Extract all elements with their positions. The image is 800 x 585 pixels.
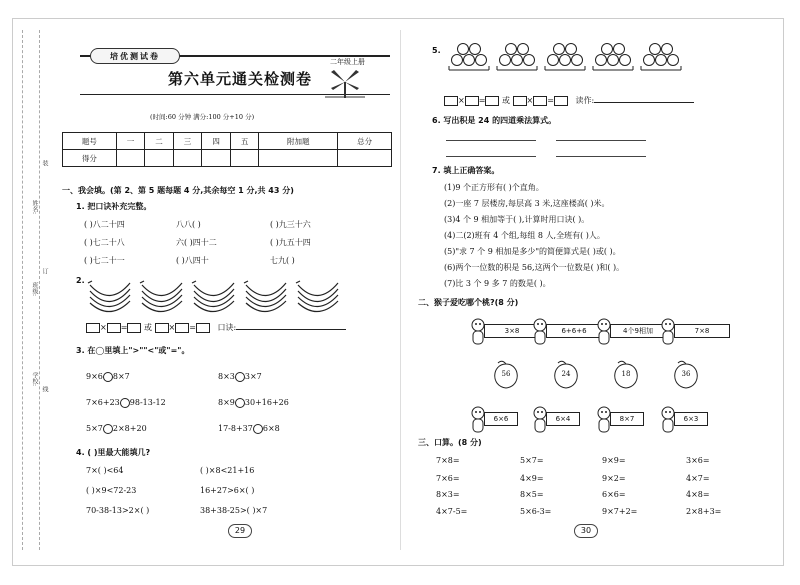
windmill-icon	[325, 70, 365, 98]
oral-item[interactable]: 4×7-5=	[436, 507, 468, 516]
table-cell: 四	[202, 133, 231, 150]
expr: 30+16+26	[244, 398, 289, 407]
answer-line[interactable]	[446, 140, 536, 141]
oral-item[interactable]: 5×7=	[520, 456, 544, 465]
q1-item[interactable]: 八八( )	[176, 220, 201, 229]
expr: 8×9	[218, 398, 235, 407]
q1-item[interactable]: ( )九三十六	[270, 220, 311, 229]
oral-item[interactable]: 3×6=	[686, 456, 710, 465]
q7-item[interactable]: (2)一座 7 层楼房,每层高 3 米,这座楼高( )米。	[444, 199, 610, 208]
binding-name-label: 姓名:	[31, 200, 38, 215]
monkey-expression: 7×8	[674, 324, 730, 338]
question-1: 1. 把口诀补充完整。	[76, 202, 152, 211]
ball-groups	[448, 42, 688, 82]
table-cell: 五	[230, 133, 259, 150]
oral-item[interactable]: 8×5=	[520, 490, 544, 499]
monkey-expression: 6×4	[546, 412, 580, 426]
q5-answer-row	[444, 95, 694, 106]
answer-box[interactable]	[107, 323, 121, 333]
q1-item[interactable]: ( )八四十	[176, 256, 209, 265]
oral-item[interactable]: 4×8=	[686, 490, 710, 499]
banana-bunch-icon	[294, 277, 341, 313]
binding-mark-zhuang: 装	[41, 160, 48, 166]
oral-item[interactable]: 7×6=	[436, 474, 460, 483]
table-cell: 三	[173, 133, 202, 150]
score-input-cell[interactable]	[338, 150, 392, 167]
score-input-cell[interactable]	[116, 150, 145, 167]
question-5: 5.	[432, 46, 441, 55]
q4-item[interactable]: 70-38-13>2×( )	[86, 506, 150, 515]
ball-pyramid-icon	[592, 42, 634, 78]
compare-circle[interactable]	[253, 424, 263, 434]
expr: 2×8+20	[112, 424, 147, 433]
oral-item[interactable]: 4×9=	[520, 474, 544, 483]
q4-item[interactable]: 16+27>6×( )	[200, 486, 255, 495]
answer-line[interactable]	[556, 156, 646, 157]
answer-box[interactable]	[444, 96, 458, 106]
compare-item	[218, 398, 289, 408]
equals-sign: =	[547, 96, 554, 105]
koujue-label: 口诀:	[217, 323, 237, 332]
oral-item[interactable]: 9×9=	[602, 456, 626, 465]
section-2-heading: 二、猴子爱吃哪个桃?(8 分)	[418, 298, 519, 307]
q7-item[interactable]: (5)"求 7 个 9 相加是多少"的简便算式是( )或( )。	[444, 247, 621, 256]
score-table-score-row	[63, 150, 392, 167]
banana-bunch-icon	[242, 277, 289, 313]
binding-class-label: 班级:	[31, 282, 38, 297]
monkey-expression: 4个9相加	[610, 324, 666, 338]
monkey-expression: 6×6	[484, 412, 518, 426]
peach-value: 24	[561, 370, 571, 378]
peach-value: 56	[501, 370, 511, 378]
question-6: 6. 写出积是 24 的四道乘法算式。	[432, 116, 557, 125]
q2-answer-row	[86, 322, 346, 333]
answer-box[interactable]	[175, 323, 189, 333]
oral-item[interactable]: 5×6-3=	[520, 507, 552, 516]
peach-card[interactable]	[548, 360, 584, 390]
grade-label: 二年级上册	[330, 58, 365, 66]
score-table-header-row	[63, 133, 392, 150]
score-input-cell[interactable]	[202, 150, 231, 167]
monkey-expression: 3×8	[484, 324, 540, 338]
peach-value: 36	[681, 370, 691, 378]
expr: 9×6	[86, 372, 103, 381]
answer-box[interactable]	[465, 96, 479, 106]
q1-item[interactable]: 七九( )	[270, 256, 295, 265]
compare-circle[interactable]	[103, 424, 113, 434]
banana-bunch-icon	[190, 277, 237, 313]
peach-value: 18	[621, 370, 631, 378]
peach-card[interactable]	[608, 360, 644, 390]
page-number-left: 29	[228, 524, 252, 538]
ball-pyramid-icon	[544, 42, 586, 78]
oral-item[interactable]: 6×6=	[602, 490, 626, 499]
table-cell: 附加题	[259, 133, 338, 150]
binding-mark-ding: 订	[41, 268, 48, 274]
q7-item[interactable]: (7)比 3 个 9 多 7 的数是( )。	[444, 279, 551, 288]
ball-pyramid-icon	[640, 42, 682, 78]
oral-item[interactable]: 4×7=	[686, 474, 710, 483]
expr: 98-13-12	[129, 398, 166, 407]
ball-pyramid-icon	[448, 42, 490, 78]
q4-item[interactable]: ( )×8<21+16	[200, 466, 255, 475]
or-label: 或	[501, 96, 510, 105]
q1-item[interactable]: ( )九五十四	[270, 238, 311, 247]
q7-item[interactable]: (4)二(2)班有 4 个组,每组 8 人,全班有( )人。	[444, 231, 605, 240]
compare-item	[218, 424, 280, 434]
score-input-cell[interactable]	[230, 150, 259, 167]
answer-box[interactable]	[127, 323, 141, 333]
answer-box[interactable]	[485, 96, 499, 106]
monkey-expression: 8×7	[610, 412, 644, 426]
times-sign: ×	[168, 323, 176, 332]
page-title: 第六单元通关检测卷	[167, 70, 312, 88]
compare-item	[86, 372, 130, 382]
ball-pyramid-icon	[496, 42, 538, 78]
answer-box[interactable]	[513, 96, 527, 106]
q1-item[interactable]: ( )七二十一	[84, 256, 125, 265]
binding-mark-xian: 线	[41, 386, 48, 392]
oral-item[interactable]: 9×2=	[602, 474, 626, 483]
expr: 7×6+23	[86, 398, 120, 407]
answer-box[interactable]	[86, 323, 100, 333]
q4-item[interactable]: 7×( )<64	[86, 466, 124, 475]
monkey-card[interactable]	[660, 318, 736, 346]
equals-sign: =	[120, 323, 128, 332]
oral-item[interactable]: 8×3=	[436, 490, 460, 499]
compare-item	[86, 424, 147, 434]
peach-card[interactable]	[488, 360, 524, 390]
question-2: 2.	[76, 276, 85, 285]
table-cell: 总分	[338, 133, 392, 150]
question-4: 4. ( )里最大能填几?	[76, 448, 151, 457]
times-sign: ×	[100, 323, 107, 332]
compare-circle[interactable]	[120, 398, 130, 408]
compare-circle[interactable]	[103, 372, 113, 382]
read-as-label: 读作:	[575, 96, 595, 105]
compare-item	[86, 398, 166, 408]
section-3-heading: 三、口算。(8 分)	[418, 438, 482, 447]
table-cell: 一	[116, 133, 145, 150]
expr: 8×7	[112, 372, 130, 381]
score-table	[62, 132, 392, 167]
brand-logo: 培优测试卷	[90, 48, 180, 64]
score-input-cell[interactable]	[259, 150, 338, 167]
equals-sign: =	[478, 96, 486, 105]
compare-circle[interactable]	[235, 372, 245, 382]
question-3: 3. 在◯里填上">""<"或"="。	[76, 346, 190, 355]
compare-item	[218, 372, 262, 382]
page-number-right: 30	[574, 524, 598, 538]
answer-line[interactable]	[236, 322, 346, 330]
q1-item[interactable]: 六( )四十二	[176, 238, 217, 247]
monkey-expression: 6+6+6	[546, 324, 602, 338]
monkey-expression: 6×3	[674, 412, 708, 426]
or-label: 或	[143, 323, 152, 332]
question-7: 7. 填上正确答案。	[432, 166, 500, 175]
q1-item[interactable]: ( )七二十八	[84, 238, 125, 247]
section-1-heading: 一、我会填。(第 2、第 5 题每题 4 分,其余每空 1 分,共 43 分)	[62, 186, 294, 195]
banana-bunch-icon	[86, 277, 133, 313]
answer-line[interactable]	[556, 140, 646, 141]
q7-item[interactable]: (6)两个一位数的积是 56,这两个一位数是( )和( )。	[444, 263, 625, 272]
oral-item[interactable]: 9×7+2=	[602, 507, 638, 516]
banana-bunch-icon	[138, 277, 185, 313]
table-cell: 二	[145, 133, 174, 150]
exam-info: (时间:60 分钟 满分:100 分+10 分)	[150, 113, 255, 121]
answer-box[interactable]	[155, 323, 169, 333]
answer-box[interactable]	[533, 96, 547, 106]
expr: 6×8	[262, 424, 280, 433]
equals-sign: =	[189, 323, 196, 332]
q4-item[interactable]: 38+38-25>( )×7	[200, 506, 268, 515]
expr: 8×3	[218, 372, 235, 381]
answer-box[interactable]	[196, 323, 210, 333]
expr: 3×7	[244, 372, 262, 381]
banana-group-row	[86, 277, 341, 313]
times-sign: ×	[526, 96, 534, 105]
score-input-cell[interactable]	[145, 150, 174, 167]
expr: 5×7	[86, 424, 103, 433]
expr: 17-8+37	[218, 424, 253, 433]
oral-item[interactable]: 2×8+3=	[686, 507, 722, 516]
q7-item[interactable]: (1)9 个正方形有( )个直角。	[444, 183, 544, 192]
q4-item[interactable]: ( )×9<72-23	[86, 486, 137, 495]
q7-item[interactable]: (3)4 个 9 相加等于( ),计算时用口诀( )。	[444, 215, 590, 224]
monkey-card[interactable]	[660, 406, 736, 434]
q1-item[interactable]: ( )八二十四	[84, 220, 125, 229]
table-cell: 题号	[63, 133, 117, 150]
score-input-cell[interactable]	[173, 150, 202, 167]
compare-circle[interactable]	[235, 398, 245, 408]
page-divider	[400, 30, 401, 550]
times-sign: ×	[458, 96, 465, 105]
binding-school-label: 学校:	[31, 372, 38, 387]
answer-box[interactable]	[554, 96, 568, 106]
answer-line[interactable]	[594, 95, 694, 103]
answer-line[interactable]	[446, 156, 536, 157]
oral-item[interactable]: 7×8=	[436, 456, 460, 465]
table-cell: 得分	[63, 150, 117, 167]
peach-card[interactable]	[668, 360, 704, 390]
